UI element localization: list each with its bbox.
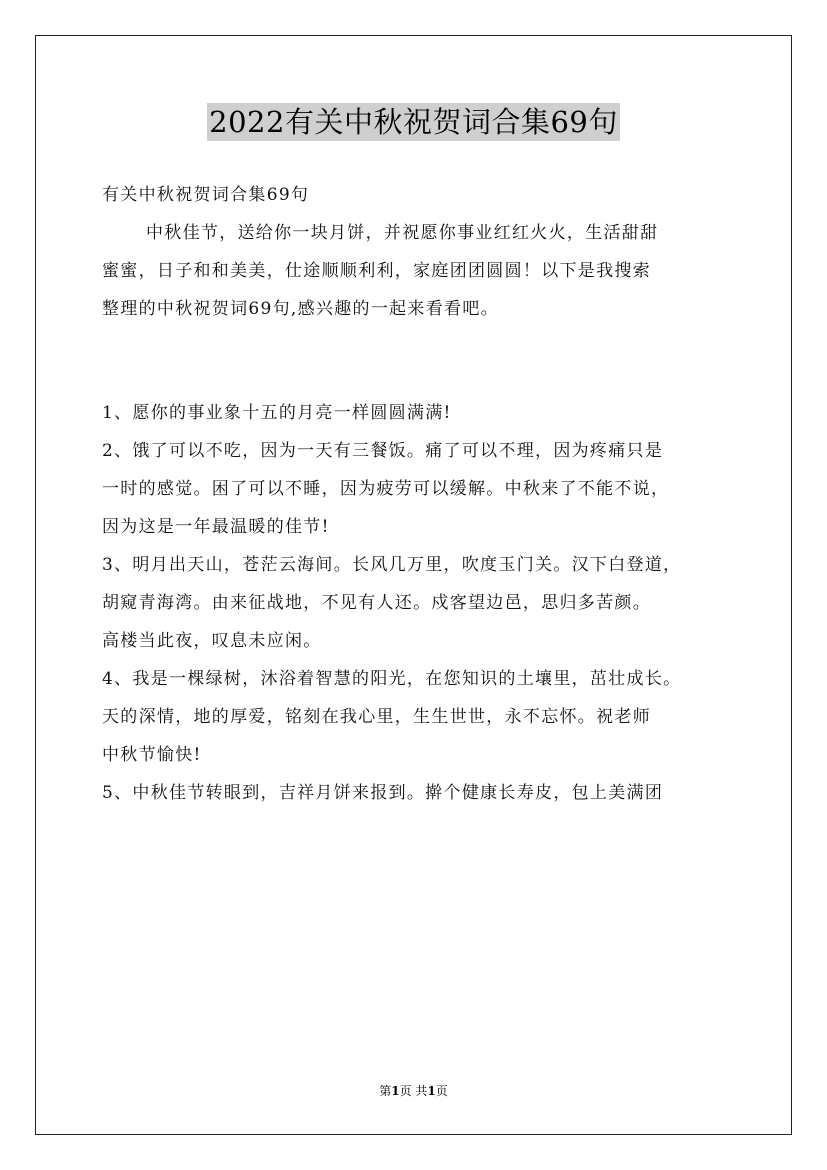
intro-line: 整理的中秋祝贺词69句,感兴趣的一起来看看吧。 — [102, 299, 499, 319]
body-line: 4、我是一棵绿树，沐浴着智慧的阳光，在您知识的土壤里，茁壮成长。 — [102, 669, 682, 689]
body-line: 胡窥青海湾。由来征战地，不见有人还。戍客望边邑，思归多苦颜。 — [102, 593, 651, 613]
body-line: 2、饿了可以不吃，因为一天有三餐饭。痛了可以不理，因为疼痛只是 — [102, 441, 664, 461]
footer-page-mid: 页 共 — [399, 1084, 428, 1098]
intro-line: 蜜蜜，日子和和美美，仕途顺顺利利，家庭团团圆圆！以下是我搜索 — [102, 261, 651, 281]
body-line: 5、中秋佳节转眼到，吉祥月饼来报到。擀个健康长寿皮，包上美满团 — [102, 783, 664, 803]
document-body — [102, 176, 742, 812]
body-line: 中秋节愉快! — [102, 745, 202, 765]
footer-page-current: 1 — [391, 1084, 400, 1098]
footer-page-prefix: 第 — [379, 1084, 392, 1098]
body-line: 天的深情，地的厚爱，铭刻在我心里，生生世世，永不忘怀。祝老师 — [102, 707, 651, 727]
body-line: 1、愿你的事业象十五的月亮一样圆圆满满! — [102, 403, 452, 423]
body-line: 高楼当此夜，叹息未应闲。 — [102, 631, 322, 651]
body-line: 因为这是一年最温暖的佳节! — [102, 517, 330, 537]
page-footer — [0, 1083, 827, 1099]
paragraph-gap — [102, 328, 742, 394]
document-subtitle: 有关中秋祝贺词合集69句 — [102, 185, 310, 205]
title-container — [0, 103, 827, 141]
body-line: 一时的感觉。困了可以不睡，因为疲劳可以缓解。中秋来了不能不说， — [102, 479, 670, 499]
footer-page-suffix: 页 — [435, 1084, 448, 1098]
body-line: 3、明月出天山，苍茫云海间。长风几万里，吹度玉门关。汉下白登道， — [102, 555, 682, 575]
document-title: 2022有关中秋祝贺词合集69句 — [209, 105, 618, 139]
intro-line: 中秋佳节，送给你一块月饼，并祝愿你事业红红火火，生活甜甜 — [146, 223, 659, 243]
footer-page-total: 1 — [427, 1084, 436, 1098]
